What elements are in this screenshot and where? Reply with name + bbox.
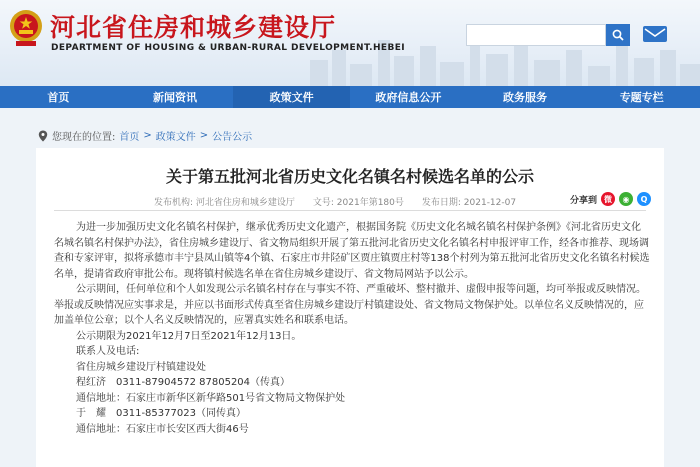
article-body	[54, 220, 650, 437]
wechat-icon[interactable]: ◉	[619, 192, 633, 206]
article-meta	[154, 195, 516, 208]
paragraph: 公示期限为2021年12月7日至2021年12月13日。	[76, 330, 302, 342]
search-input[interactable]	[466, 24, 606, 46]
share-bar	[570, 192, 651, 206]
meta-date: 发布日期: 2021-12-07	[421, 198, 517, 208]
breadcrumb-separator: >	[143, 130, 152, 141]
contact-line: 通信地址：石家庄市新华区新华路501号省文物局文物保护处	[76, 392, 346, 404]
main-nav	[0, 86, 700, 108]
site-header	[0, 0, 700, 86]
nav-item-home[interactable]: 首页	[47, 91, 70, 104]
divider	[54, 210, 646, 211]
article-panel	[36, 148, 664, 467]
meta-doc-no: 文号: 2021年第180号	[312, 198, 404, 208]
location-pin-icon	[38, 130, 48, 142]
site-subtitle: DEPARTMENT OF HOUSING & URBAN-RURAL DEVELOPMENT.HEBEI	[51, 43, 406, 53]
nav-item-policy[interactable]: 政策文件	[233, 86, 350, 108]
mail-icon	[642, 24, 668, 44]
weibo-icon[interactable]: 微	[601, 192, 615, 206]
national-emblem-icon	[8, 8, 44, 48]
mail-button[interactable]	[641, 21, 669, 47]
breadcrumb	[38, 128, 252, 143]
nav-item-services[interactable]: 政务服务	[503, 91, 548, 104]
paragraph: 为进一步加强历史文化名镇名村保护，继承优秀历史文化遗产，根据国务院《历史文化名城名镇名村保护条例》《河北省历史文化名城名镇名村保护办法》，省住房城乡建设厅、省文物局组织开展了第五批河北省历史文化名镇名村申报评审工作，经各市推荐、现场调查和专家评审，拟将承德市丰宁县凤山镇等4个镇、石家庄市井陉矿区贾庄镇贾庄村等138个村列为第五批河北省历史文化名镇名村候选名单，提请省政府审批公布。现将镇村候选名单在省住房城乡建设厅、省文物局网站予以公示。	[54, 222, 650, 280]
contact-line: 省住房城乡建设厅村镇建设处	[76, 361, 206, 373]
breadcrumb-notices[interactable]: 公告公示	[212, 132, 253, 143]
nav-item-news[interactable]: 新闻资讯	[153, 91, 197, 104]
contact-line: 程红济 0311-87904572 87805204（传真）	[76, 377, 291, 388]
breadcrumb-prefix: 您现在的位置:	[52, 132, 116, 143]
contact-line: 于 耀 0311-85377023（同传真）	[76, 408, 246, 419]
breadcrumb-separator: >	[199, 130, 209, 141]
breadcrumb-home[interactable]: 首页	[119, 132, 140, 143]
nav-item-topics[interactable]: 专题专栏	[619, 91, 664, 104]
share-label: 分享到	[570, 195, 598, 206]
meta-org: 发布机构: 河北省住房和城乡建设厅	[154, 198, 295, 208]
breadcrumb-policy[interactable]: 政策文件	[155, 132, 196, 143]
article-title: 关于第五批河北省历史文化名镇名村候选名单的公示	[165, 167, 534, 186]
contact-line: 联系人及电话:	[76, 346, 140, 357]
contact-line: 通信地址：石家庄市长安区西大街46号	[76, 423, 249, 435]
search-icon	[612, 29, 624, 41]
qq-icon[interactable]: Q	[637, 192, 651, 206]
paragraph: 公示期间，任何单位和个人如发现公示名镇名村存在与事实不符、严重破坏、整村撤并、虚假申报等问题，均可举报或反映情况。举报或反映情况应实事求是，并应以书面形式传真至省住房城乡建设厅村镇建设处、省文物局文物保护处。以单位名义反映情况的，应加盖单位公章；以个人名义反映情况的，应署真实姓名和联系电话。	[54, 284, 646, 326]
site-title: 河北省住房和城乡建设厅	[50, 13, 337, 42]
search-button[interactable]	[606, 24, 630, 46]
nav-item-gov-info[interactable]: 政府信息公开	[375, 91, 442, 104]
